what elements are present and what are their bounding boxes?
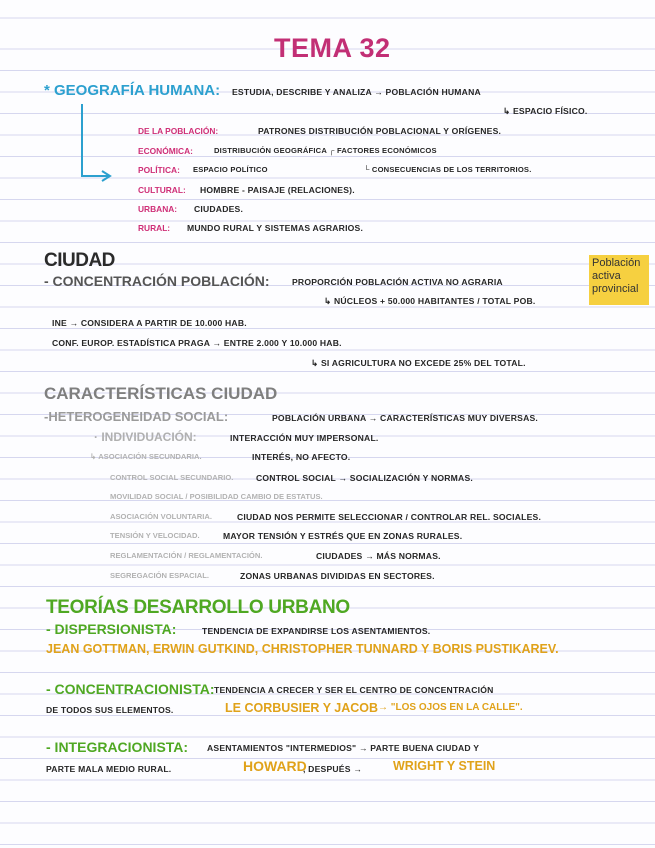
caract-item-label: ASOCIACIÓN VOLUNTARIA. xyxy=(110,512,212,521)
ciudad-heading: CIUDAD xyxy=(44,250,115,271)
caract-item-label: MOVILIDAD SOCIAL / POSIBILIDAD CAMBIO DE ESTATUS. xyxy=(110,492,323,501)
geo-item-label: CULTURAL: xyxy=(138,185,186,195)
individuacion-label: · INDIVIDUACIÓN: xyxy=(94,430,197,444)
geo-item-label: DE LA POBLACIÓN: xyxy=(138,126,219,136)
caract-item-label: REGLAMENTACIÓN / REGLAMENTACIÓN. xyxy=(110,551,263,560)
individuacion-text: INTERACCIÓN MUY IMPERSONAL. xyxy=(230,433,379,443)
geo-item-text: DISTRIBUCIÓN GEOGRÁFICA ┌ FACTORES ECONÓMICOS xyxy=(214,146,437,155)
concentracion-subtext: ↳ NÚCLEOS + 50.000 HABITANTES / TOTAL POB. xyxy=(324,296,536,306)
geo-item-label: RURAL: xyxy=(138,223,171,233)
sticky-note[interactable]: Población activa provincial xyxy=(589,255,649,305)
geografia-subtext: ↳ ESPACIO FÍSICO. xyxy=(503,106,588,116)
geo-item-text: CIUDADES. xyxy=(194,204,244,214)
geografia-heading: * GEOGRAFÍA HUMANA: xyxy=(44,82,221,99)
concentracionista-quote: → "LOS OJOS EN LA CALLE". xyxy=(378,702,523,713)
caract-item-text: CIUDAD NOS PERMITE SELECCIONAR / CONTROLAR REL. SOCIALES. xyxy=(237,512,542,522)
heterogeneidad-label: -HETEROGENEIDAD SOCIAL: xyxy=(44,409,229,424)
geografia-text: ESTUDIA, DESCRIBE Y ANALIZA → POBLACIÓN HUMANA xyxy=(232,87,481,97)
integracionista-text2: PARTE MALA MEDIO RURAL. xyxy=(46,764,172,774)
geo-item-text: ESPACIO POLÍTICO xyxy=(193,165,268,174)
caracteristicas-heading: CARACTERÍSTICAS CIUDAD xyxy=(44,384,278,403)
geo-item-text: HOMBRE - PAISAJE (RELACIONES). xyxy=(200,185,355,195)
caract-item-text: INTERÉS, NO AFECTO. xyxy=(252,452,351,462)
caract-item-label: TENSIÓN Y VELOCIDAD. xyxy=(110,531,200,540)
dispersionista-authors: JEAN GOTTMAN, ERWIN GUTKIND, CHRISTOPHER TUNNARD Y BORIS PUSTIKAREV. xyxy=(46,642,559,656)
geo-item-text: PATRONES DISTRIBUCIÓN POBLACIONAL Y ORÍGENES. xyxy=(258,126,502,136)
geo-item-label: POLÍTICA: xyxy=(138,165,180,175)
concentracion-text: PROPORCIÓN POBLACIÓN ACTIVA NO AGRARIA xyxy=(292,277,503,287)
dispersionista-label: - DISPERSIONISTA: xyxy=(46,621,177,637)
caract-item-text: CONTROL SOCIAL → SOCIALIZACIÓN Y NORMAS. xyxy=(256,473,473,483)
page-title: TEMA 32 xyxy=(274,33,391,63)
geo-item-label: URBANA: xyxy=(138,204,178,214)
dispersionista-text: TENDENCIA DE EXPANDIRSE LOS ASENTAMIENTOS. xyxy=(202,626,431,636)
concentracion-heading: - CONCENTRACIÓN POBLACIÓN: xyxy=(44,273,270,289)
caract-item-label: ↳ ASOCIACIÓN SECUNDARIA. xyxy=(90,452,202,461)
caract-item-text: MAYOR TENSIÓN Y ESTRÉS QUE EN ZONAS RURALES. xyxy=(223,531,463,541)
geo-item-text: MUNDO RURAL Y SISTEMAS AGRARIOS. xyxy=(187,223,364,233)
concentracionista-text: TENDENCIA A CRECER Y SER EL CENTRO DE CONCENTRACIÓN xyxy=(214,685,494,695)
conf-text: CONF. EUROP. ESTADÍSTICA PRAGA → ENTRE 2.000 Y 10.000 HAB. xyxy=(52,338,342,348)
concentracionista-label: - CONCENTRACIONISTA: xyxy=(46,681,215,697)
integracionista-text: ASENTAMIENTOS "INTERMEDIOS" → PARTE BUENA CIUDAD Y xyxy=(207,743,480,753)
concentracionista-authors: LE CORBUSIER Y JACOB xyxy=(225,701,379,715)
caract-item-text: ZONAS URBANAS DIVIDIDAS EN SECTORES. xyxy=(240,571,435,581)
geo-item-extra: └ CONSECUENCIAS DE LOS TERRITORIOS. xyxy=(364,165,532,174)
integracionista-author1: HOWARD xyxy=(243,758,307,774)
integracionista-label: - INTEGRACIONISTA: xyxy=(46,739,189,755)
caract-item-label: SEGREGACIÓN ESPACIAL. xyxy=(110,571,210,580)
ine-text: INE → CONSIDERA A PARTIR DE 10.000 HAB. xyxy=(52,318,247,328)
geo-item-label: ECONÓMICA: xyxy=(138,146,193,156)
caract-item-label: CONTROL SOCIAL SECUNDARIO. xyxy=(110,473,234,482)
teorias-heading: TEORÍAS DESARROLLO URBANO xyxy=(46,597,350,618)
conf-subtext: ↳ SI AGRICULTURA NO EXCEDE 25% DEL TOTAL. xyxy=(311,358,526,368)
caract-item-text: CIUDADES → MÁS NORMAS. xyxy=(316,551,441,561)
concentracionista-text2: DE TODOS SUS ELEMENTOS. xyxy=(46,705,174,715)
integracionista-author2: WRIGHT Y STEIN xyxy=(393,759,496,773)
heterogeneidad-text: POBLACIÓN URBANA → CARACTERÍSTICAS MUY DIVERSAS. xyxy=(272,413,538,423)
integracionista-after: , DESPUÉS → xyxy=(303,764,363,774)
